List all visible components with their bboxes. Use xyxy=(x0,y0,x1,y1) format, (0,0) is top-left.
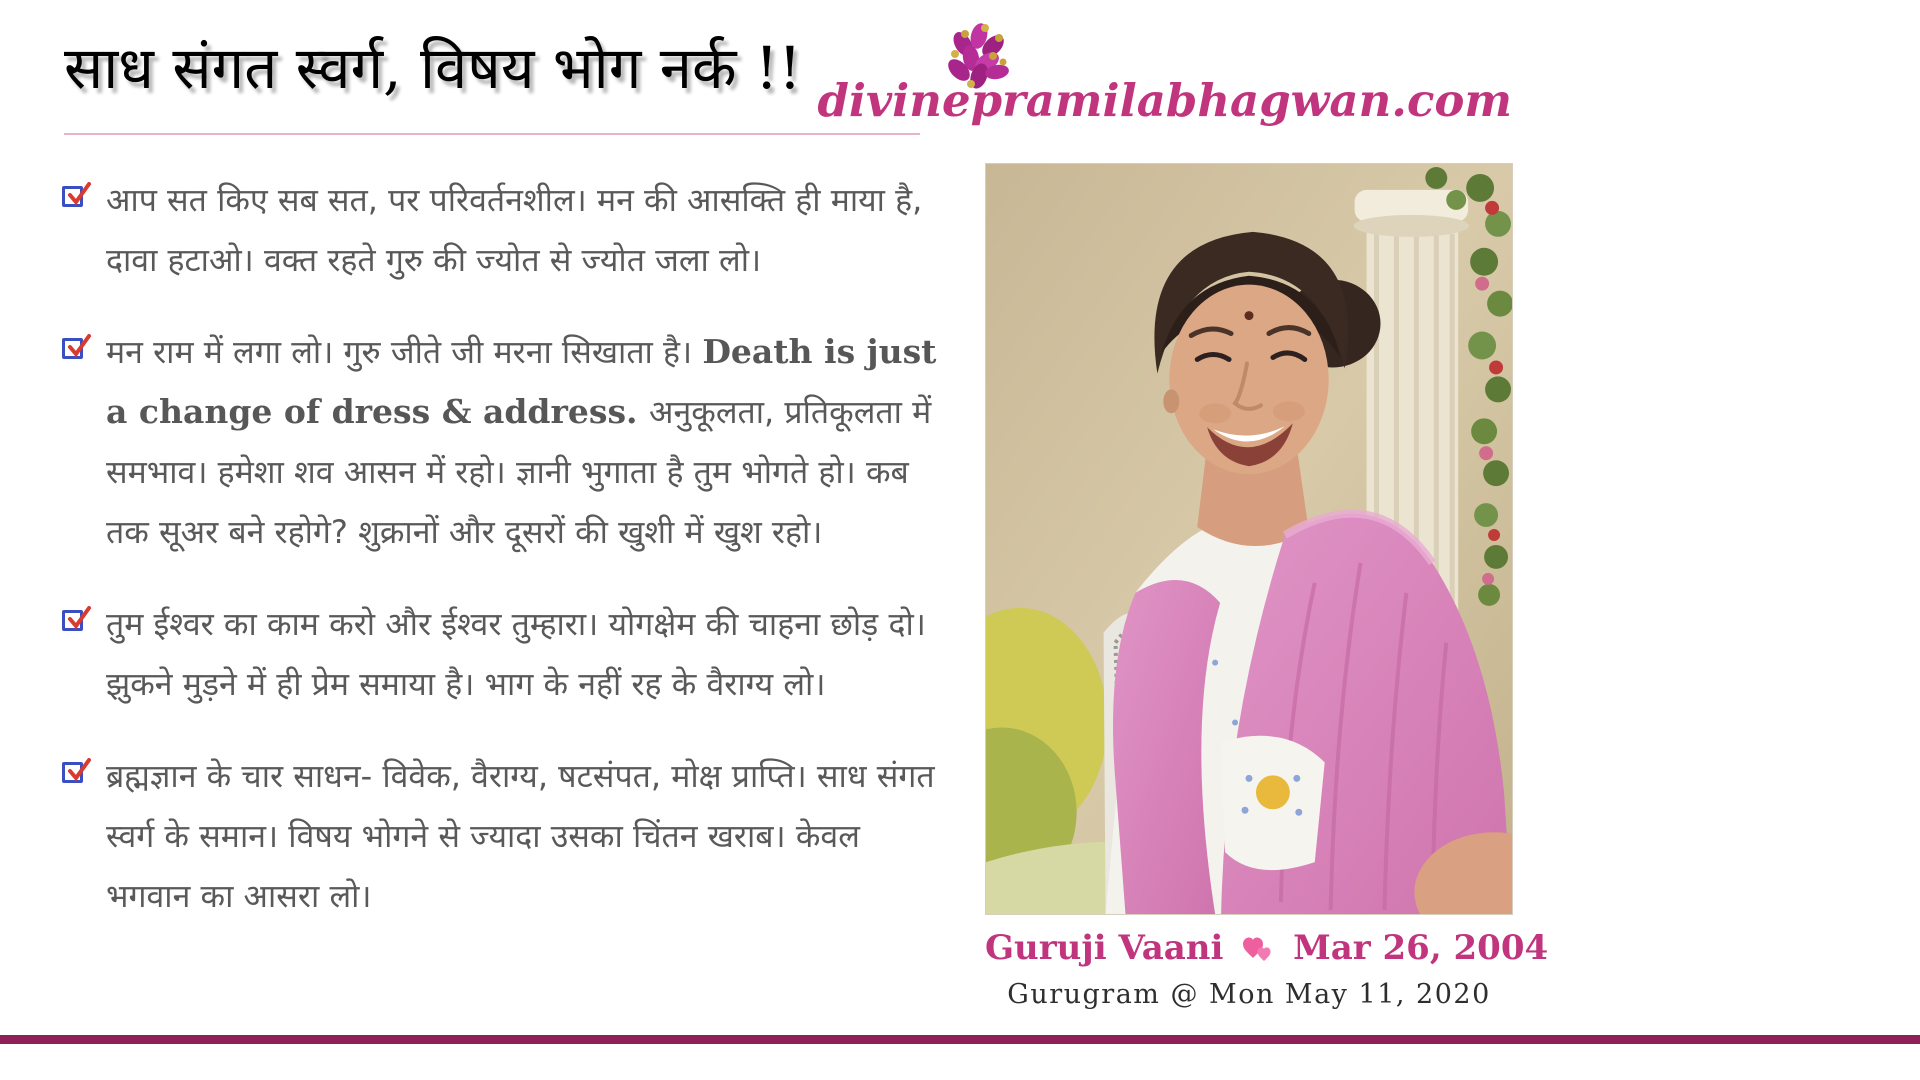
caption-source: Guruji Vaani xyxy=(985,928,1224,968)
bindi xyxy=(1245,311,1254,320)
bullet-text: ब्रह्मज्ञान के चार साधन- विवेक, वैराग्य, षटसंपत, मोक्ष प्राप्ति। साध संगत स्वर्ग के समान। विषय भोगने से ज्यादा उसका चिंतन खराब। केवल भगवान का आसरा लो। xyxy=(106,757,935,915)
two-hearts-icon xyxy=(1243,931,1273,971)
bullet-text: आप सत किए सब सत, पर परिवर्तनशील। मन की आसक्ति ही माया है, दावा हटाओ। वक्त रहते गुरु की ज्योत से ज्योत जला लो। xyxy=(106,181,923,279)
bottom-accent-bar xyxy=(0,1035,1920,1044)
checkbox-checked-icon xyxy=(62,610,83,631)
caption xyxy=(985,928,1549,1010)
caption-date: Mar 26, 2004 xyxy=(1293,928,1549,968)
bullet-text-english: Death is just a change of dress & address. xyxy=(106,332,937,431)
list-item xyxy=(62,746,938,926)
title-underline-rule xyxy=(64,133,920,135)
teachings-list xyxy=(62,170,938,958)
checkbox-checked-icon xyxy=(62,762,83,783)
page-title: साध संगत स्वर्ग, विषय भोग नर्क !! xyxy=(64,34,802,102)
list-item xyxy=(62,322,938,562)
list-item xyxy=(62,594,938,714)
site-branding xyxy=(817,8,1520,148)
list-item xyxy=(62,170,938,290)
ear xyxy=(1163,389,1179,413)
kurta-print xyxy=(1221,736,1325,870)
checkbox-checked-icon xyxy=(62,338,83,359)
bullet-text: मन राम में लगा लो। गुरु जीते जी मरना सिखाता है। xyxy=(106,333,703,371)
bullet-text: अनुकूलता, प्रतिकूलता में समभाव। हमेशा शव आसन में रहो। ज्ञानी भुगाता है तुम भोगते हो। कब तक सूअर बने रहोगे? शुक्रानों और दूसरों की खुशी में खुश रहो। xyxy=(106,393,932,551)
checkbox-checked-icon xyxy=(62,186,83,207)
bullet-text: तुम ईश्वर का काम करो और ईश्वर तुम्हारा। योगक्षेम की चाहना छोड़ दो। झुकने मुड़ने में ही प्रेम समाया है। भाग के नहीं रह के वैराग्य लो। xyxy=(106,605,926,703)
guruji-photo xyxy=(985,163,1513,915)
caption-location-line: Gurugram @ Mon May 11, 2020 xyxy=(1007,979,1491,1010)
website-link[interactable]: divinepramilabhagwan.com xyxy=(817,74,1512,127)
caption-source-line xyxy=(985,928,1549,971)
